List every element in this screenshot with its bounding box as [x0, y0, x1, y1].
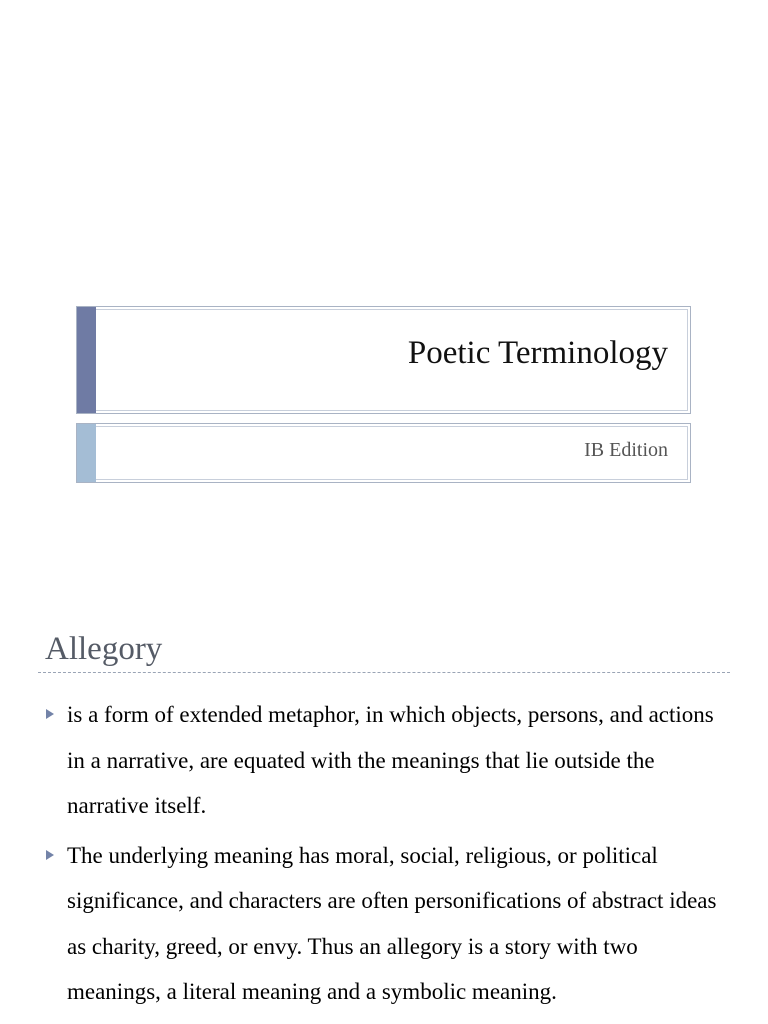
bullet-list	[44, 692, 734, 1019]
slide-title: Poetic Terminology	[407, 335, 668, 371]
slide-heading: Allegory	[45, 631, 163, 667]
bullet-item	[44, 833, 734, 1015]
bullet-text: is a form of extended metaphor, in which objects, persons, and actions in a narrative, are equated with the meanings that lie outside the narrative itself.	[67, 702, 714, 818]
bullet-item	[44, 692, 734, 829]
bullet-text: The underlying meaning has moral, social, religious, or political significance, and characters are often personifications of abstract ideas as charity, greed, or envy. Thus an allegory is a story with two meanings, a literal meaning and a symbolic meaning.	[67, 842, 717, 1004]
triangle-right-icon	[46, 709, 54, 719]
title-accent-bar	[77, 307, 96, 413]
slide-subtitle: IB Edition	[584, 439, 668, 461]
title-box	[76, 306, 691, 414]
triangle-right-icon	[46, 850, 54, 860]
subtitle-box	[76, 423, 691, 483]
subtitle-accent-bar	[77, 424, 96, 482]
heading-divider	[38, 672, 730, 673]
